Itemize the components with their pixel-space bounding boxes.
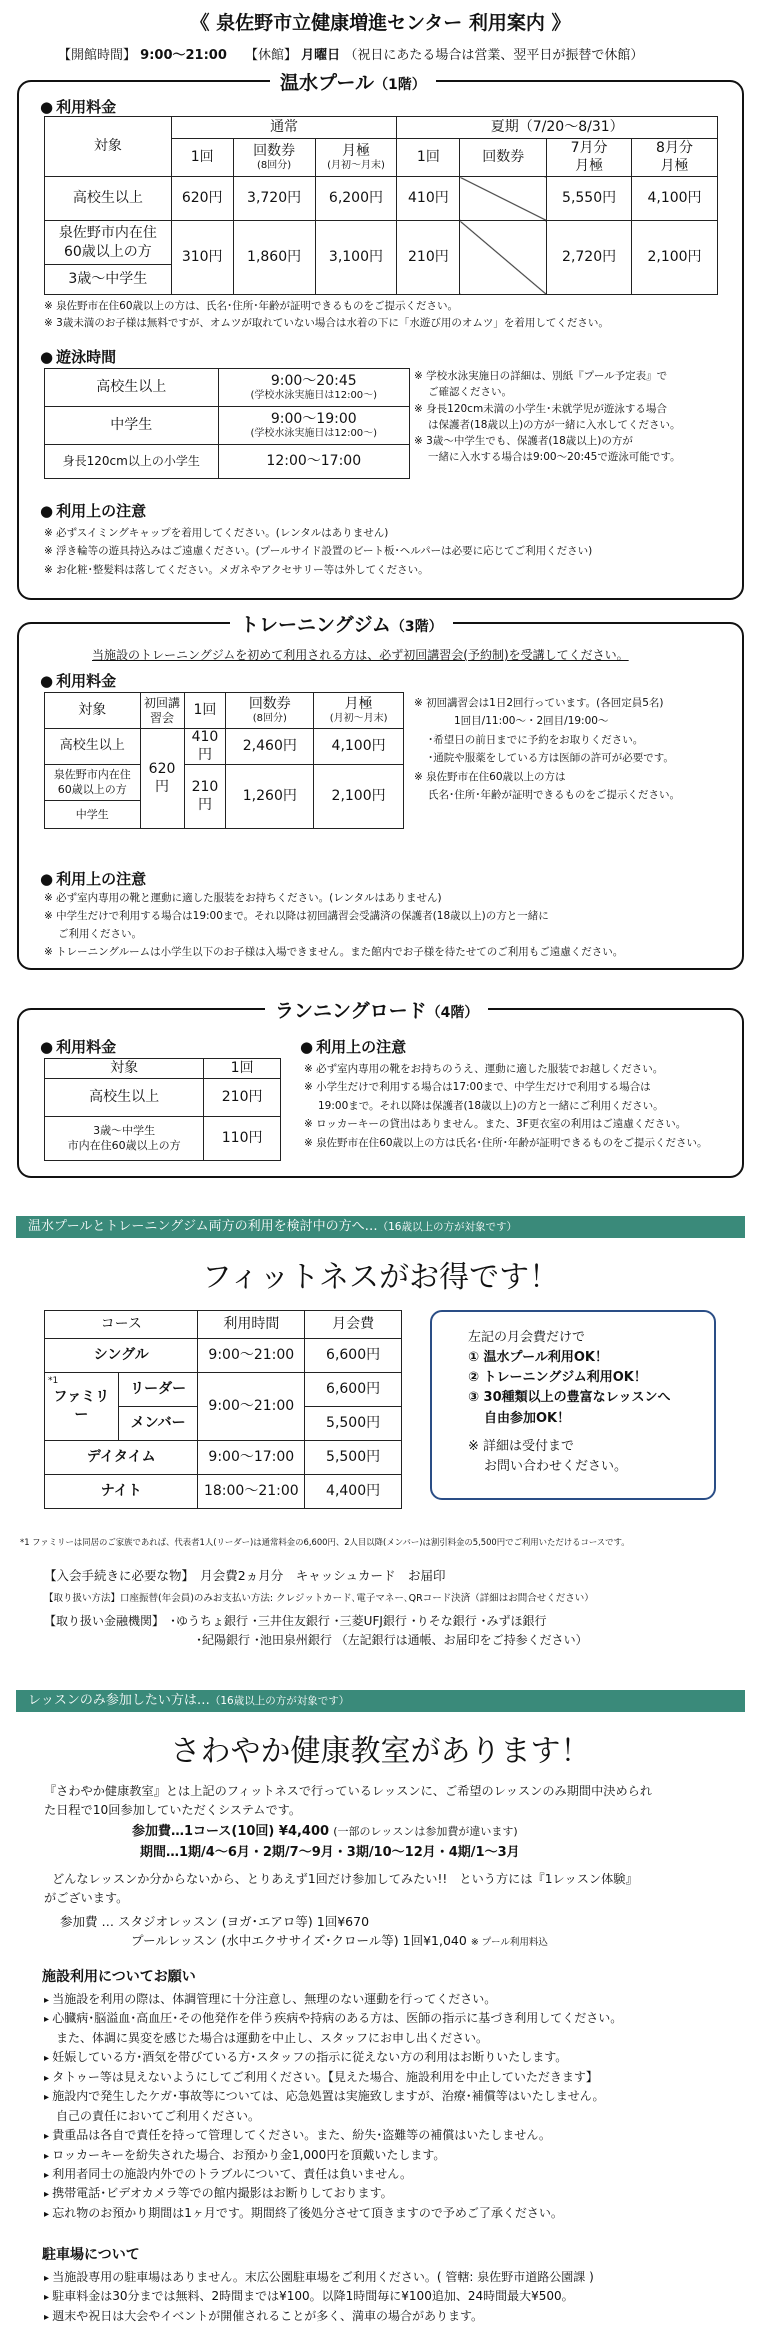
- fitness-info-box: 左記の月会費だけで ① 温水プール利用OK！ ② トレーニングジム利用OK！ ③ 30種類以上の豊富なレッスンへ 自由参加OK！ ※ 詳細は受付まで お問い合わせください。: [430, 1310, 716, 1500]
- parking-heading: 駐車場について: [42, 2247, 140, 2263]
- gym-cautions: ※ 必ず室内専用の靴と運動に適した服装をお持ちください。(レンタルはありません) ※ 中学生だけで利用する場合は19:00まで。それ以降は初回講習会受講済の保護者(18歳以上)の方と一緒に ご利用ください。 ※ トレーニングルームは小学生以下のお子様は入場できません。また館内でお子様を待たせてのご利用もご遠慮ください。: [44, 892, 624, 958]
- fitness-headline: フィットネスがお得です！: [201, 1260, 560, 1295]
- pool-fees-heading: ● 利用料金: [40, 96, 116, 117]
- pool-caution-heading: ● 利用上の注意: [40, 500, 146, 521]
- swim-heading: ● 遊泳時間: [40, 346, 116, 367]
- swim-table: 高校生以上 9:00～20:45 (学校水泳実施日は12:00～) 中学生 9:00～19:00 (学校水泳実施日は12:00～) 身長120cm以上の小学生 12:00～17:00: [44, 368, 410, 479]
- fitness-footnote: *1 ファミリーは同居のご家族であれば、代表者1人(リーダー)は通常料金の6,600円、2人目以降(メンバー)は割引料金の5,500円でご利用いただけるコースです。: [20, 1537, 630, 1547]
- gym-caution-heading: ● 利用上の注意: [40, 868, 146, 889]
- pool-fee-notes: ※ 泉佐野市在住60歳以上の方は、氏名･住所･年齢が証明できるものをご提示ください。 ※ 3歳未満のお子様は無料ですが、オムツが取れていない場合は水着の下に「水遊び用のオムツ」を着用してください。: [44, 300, 609, 329]
- page-title: 《 泉佐野市立健康増進センター 利用案内 》: [190, 12, 571, 34]
- closed-label: 【休館】: [245, 48, 298, 63]
- lesson-trial: どんなレッスンか分からないから、とりあえず1回だけ参加してみたい!! という方には『1レッスン体験』 がございます。: [44, 1872, 638, 1905]
- parking-list: ▸ 当施設専用の駐車場はありません。末広公園駐車場をご利用ください。( 管轄: 泉佐野市道路公園課 ) ▸ 駐車料金は30分までは無料、2時間までは¥100。以降1時間毎に¥100追加、24時間最大¥500。 ▸ 週末や祝日は大会やイベントが開催されることが多く、満車の場合があります。: [44, 2268, 594, 2326]
- swim-notes: ※ 学校水泳実施日の詳細は、別紙『プール予定表』で ご確認ください。 ※ 身長120cm未満の小学生･未就学児が遊泳する場合 は保護者(18歳以上)の方が一緒に入水してください。 ※ 3歳～中学生でも、保護者(18歳以上)の方が 一緒に入水する場合は9:00～20:45で遊泳可能です。: [414, 370, 681, 464]
- lesson-trial-fee: 参加費 … スタジオレッスン (ヨガ･エアロ等) 1回¥670 プールレッスン (水中エクササイズ･クロール等) 1回¥1,040 ※ プール利用料込: [60, 1914, 548, 1949]
- gym-intro: 当施設のトレーニングジムを初めて利用される方は、必ず初回講習会(予約制)を受講してください。: [92, 648, 629, 662]
- fitness-pay-note: 【取り扱い方法】口座振替(年会員)のみお支払い方法: クレジットカード､電子マネー､QRコード決済（詳細はお問合せください）: [44, 1593, 594, 1604]
- lesson-bar: レッスンのみ参加したい方は…（16歳以上の方が対象です）: [16, 1690, 745, 1712]
- running-title: ランニングロード（4階）: [265, 996, 488, 1023]
- hours-value: 9:00～21:00: [140, 48, 227, 63]
- lesson-period: 期間…1期/4～6月・2期/7～9月・3期/10～12月・4期/1～3月: [140, 1845, 520, 1860]
- closed-note: （祝日にあたる場合は営業、翌平日が振替で休館）: [344, 48, 644, 63]
- rules-heading: 施設利用についてお願い: [42, 1969, 196, 1985]
- rules-list: ▸ 当施設を利用の際は、体調管理に十分注意し、無理のない運動を行ってください。 ▸ 心臓病･脳溢血･高血圧･その他発作を伴う疾病や持病のある方は、医師の指示に基づき利用してください。 また、体調に異変を感じた場合は運動を中止し、スタッフにお申し出ください。 ▸ 妊娠している方･酒気を帯びている方･スタッフの指示に従えない方の利用はお断りいたします。 ▸ タトゥー等は見えないようにしてご利用ください。【見えた場合、施設利用を中止していただきます】 ▸ 施設内で発生したケガ･事故等については、応急処置は実施致しますが、治療･補償等はいたしません。 自己の責任においてご利用ください。 ▸ 貴重品は各自で責任を持って管理してください。また、紛失･盗難等の補償はいたしません。 ▸ ロッカーキーを紛失された場合、お預かり金1,000円を頂戴いたします。 ▸ 利用者同士の施設内外でのトラブルについて、責任は負いません。 ▸ 携帯電話･ビデオカメラ等での館内撮影はお断りしております。 ▸ 忘れ物のお預かり期間は1ヶ月です。期間終了後処分させて頂きますので予めご了承ください。: [44, 1990, 622, 2223]
- running-caution-heading: ● 利用上の注意: [300, 1036, 406, 1057]
- hours-label: 【開館時間】: [58, 48, 137, 63]
- fitness-table: コース 利用時間 月会費 シングル 9:00～21:00 6,600円 *1 ファミリー リーダー 9:00～21:00 6,600円 メンバー 5,500円 デイタイム 9:00～17:00 5,500円 ナイト 18:00～21:00 4,400円: [44, 1310, 402, 1509]
- gym-title: トレーニングジム（3階）: [230, 610, 453, 637]
- hours-line: [58, 44, 643, 63]
- running-cautions: ※ 必ず室内専用の靴をお持ちのうえ、運動に適した服装でお越しください。 ※ 小学生だけで利用する場合は17:00まで、中学生だけで利用する場合は 19:00まで。それ以降は保護者(18歳以上)の方と一緒にご利用ください。 ※ ロッカーキーの貸出はありません。また、3F更衣室の利用はご遠慮ください。 ※ 泉佐野市在住60歳以上の方は氏名･住所･年齢が証明できるものをご提示ください。: [304, 1063, 708, 1149]
- fitness-needs: 【入会手続きに必要な物】 月会費2ヵ月分 キャッシュカード お届印: [44, 1568, 446, 1583]
- running-fees-heading: ● 利用料金: [40, 1036, 116, 1057]
- pool-fee-table: 対象 通常 夏期（7/20～8/31） 1回 回数券 (8回分) 月極 (月初～月末) 1回 回数券 7月分 月極 8月分 月極 高校生以上 620円 3,720円 6,200円 410円 5,550円 4,100円 泉佐野市内在住 60歳以上の方 310円 1,860円 3,100円 210円 2,720円 2,100円 3歳～中学生: [44, 116, 718, 295]
- pool-cautions: ※ 必ずスイミングキャップを着用してください。(レンタルはありません) ※ 浮き輪等の遊具持込みはご遠慮ください。(プールサイド設置のビート板･ヘルパーは必要に応じてご利用ください) ※ お化粧･整髪料は落してください。メガネやアクセサリー等は外してください。: [44, 527, 593, 576]
- fitness-banks: 【取り扱い金融機関】 ･ゆうちょ銀行 ･三井住友銀行 ･三菱UFJ銀行 ･りそな銀行 ･みずほ銀行 ･紀陽銀行 ･池田泉州銀行 （左記銀行は通帳、お届印をご持参ください）: [44, 1614, 588, 1648]
- lesson-headline: さわやか健康教室があります！: [170, 1734, 591, 1769]
- gym-fee-table: 対象 初回講習会 1回 回数券 (8回分) 月極 (月初～月末) 高校生以上 620円 410円 2,460円 4,100円 泉佐野市内在住 60歳以上の方 210円 1,260円 2,100円 中学生: [44, 692, 404, 829]
- lesson-desc: 『さわやか健康教室』とは上記のフィットネスで行っているレッスンに、ご希望のレッスンのみ期間中決められ た日程で10回参加していただくシステムです。: [44, 1784, 653, 1817]
- gym-fees-heading: ● 利用料金: [40, 670, 116, 691]
- pool-title: 温水プール（1階）: [270, 68, 436, 95]
- closed-day: 月曜日: [301, 48, 341, 63]
- gym-side-notes: ※ 初回講習会は1日2回行っています。(各回定員5名) 1回目/11:00～・2回目/19:00～ ･希望日の前日までに予約をお取りください。 ･通院や服薬をしている方は医師の許可が必要です。 ※ 泉佐野市在住60歳以上の方は 氏名･住所･年齢が証明できるものをご提示ください。: [414, 697, 680, 801]
- lesson-fee: 参加費…1コース(10回) ¥4,400 (一部のレッスンは参加費が違います): [132, 1824, 518, 1839]
- fitness-bar: 温水プールとトレーニングジム両方の利用を検討中の方へ…（16歳以上の方が対象です）: [16, 1216, 745, 1238]
- running-fee-table: 対象 1回 高校生以上 210円 3歳～中学生 市内在住60歳以上の方 110円: [44, 1058, 281, 1161]
